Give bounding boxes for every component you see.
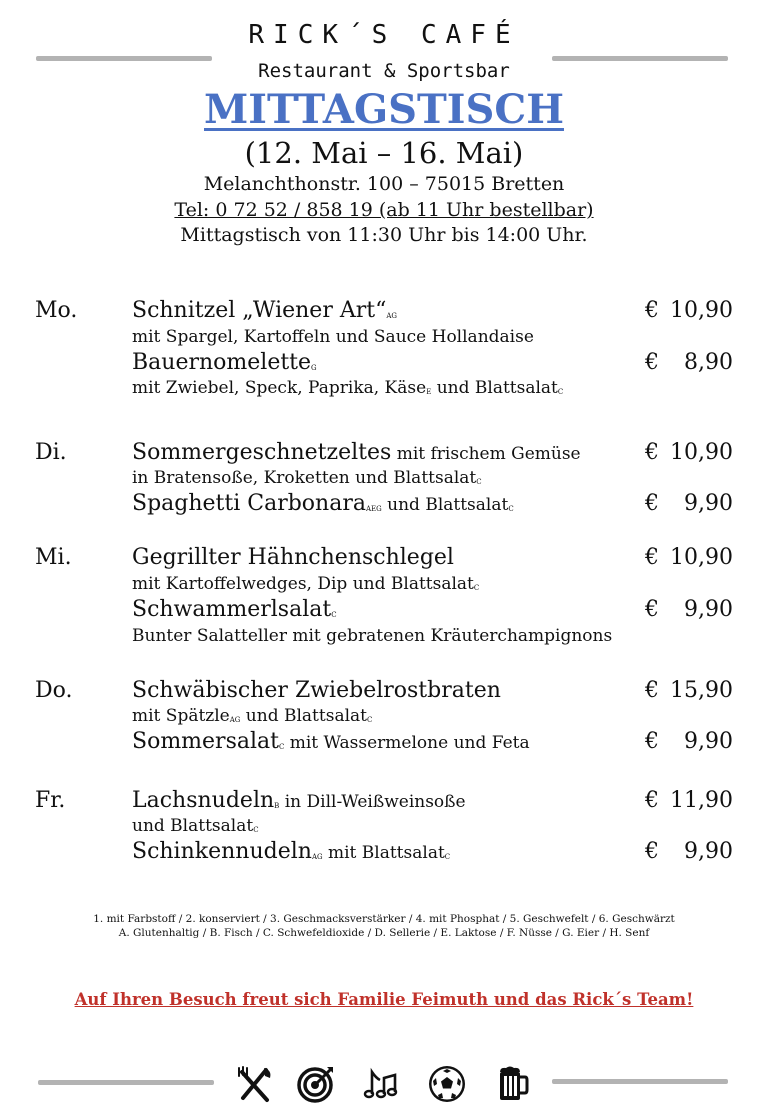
music-note-icon: [362, 1064, 402, 1104]
dish-name: Spaghetti CarbonaraAEG und BlattsalatC: [132, 491, 514, 516]
dish-name: LachsnudelnB in Dill-Weißweinsoße: [132, 788, 466, 813]
dish-price: € 11,90: [645, 788, 733, 813]
dish-description: und BlattsalatC: [132, 816, 259, 836]
date-range: (12. Mai – 16. Mai): [244, 136, 524, 170]
dish-name: SommersalatC mit Wassermelone und Feta: [132, 729, 530, 754]
cutlery-icon: [234, 1064, 274, 1104]
dish-description: Bunter Salatteller mit gebratenen Kräuterchampignons: [132, 626, 613, 646]
closing-message: [0, 990, 768, 1009]
opening-hours: Mittagstisch von 11:30 Uhr bis 14:00 Uhr.: [180, 224, 588, 246]
dish-price: € 10,90: [645, 298, 733, 323]
dish-price: € 8,90: [645, 350, 733, 375]
phone-text: Tel: 0 72 52 / 858 19 (ab 11 Uhr bestellbar): [174, 199, 594, 221]
allergens-legend: A. Glutenhaltig / B. Fisch / C. Schwefeldioxide / D. Sellerie / E. Laktose / F. Nüsse / G. Eier / H. Senf: [118, 927, 650, 939]
dish-description: mit Spargel, Kartoffeln und Sauce Hollandaise: [132, 327, 534, 347]
dish-description: mit Zwiebel, Speck, Paprika, KäseE und BlattsalatC: [132, 378, 564, 398]
cafe-subtitle: Restaurant & Sportsbar: [258, 60, 510, 82]
additives-legend: 1. mit Farbstoff / 2. konserviert / 3. Geschmacksverstärker / 4. mit Phosphat / 5. Geschwefelt / 6. Geschwärzt: [93, 913, 675, 925]
dish-price: € 9,90: [645, 491, 733, 516]
dish-price: € 9,90: [645, 729, 733, 754]
day-label-mo: Mo.: [35, 298, 78, 323]
dish-name: Sommergeschnetzeltes mit frischem Gemüse: [132, 440, 581, 465]
dish-price: € 15,90: [645, 678, 733, 703]
dish-name: Schwäbischer Zwiebelrostbraten: [132, 678, 501, 703]
phone-line: [0, 199, 768, 221]
dartboard-icon: [296, 1064, 336, 1104]
soccer-ball-icon: [427, 1064, 467, 1104]
dish-price: € 9,90: [645, 597, 733, 622]
address: Melanchthonstr. 100 – 75015 Bretten: [203, 173, 565, 195]
page-title-text: MITTAGSTISCH: [204, 86, 564, 133]
dish-description: in Bratensoße, Kroketten und BlattsalatC: [132, 468, 482, 488]
dish-name: Schnitzel „Wiener Art“AG: [132, 298, 397, 323]
dish-name: Gegrillter Hähnchenschlegel: [132, 545, 454, 570]
footer-rule-right: [552, 1079, 728, 1084]
dish-name: BauernomeletteG: [132, 350, 317, 375]
day-label-do: Do.: [35, 678, 73, 703]
dish-price: € 9,90: [645, 839, 733, 864]
page-title: [0, 86, 768, 133]
cafe-name: RICK´S CAFÉ: [248, 20, 520, 50]
dish-price: € 10,90: [645, 440, 733, 465]
closing-text: Auf Ihren Besuch freut sich Familie Feimuth und das Rick´s Team!: [74, 990, 694, 1009]
beer-mug-icon: [492, 1064, 532, 1104]
dish-name: SchwammerlsalatC: [132, 597, 337, 622]
dish-description: mit SpätzleAG und BlattsalatC: [132, 706, 373, 726]
footer-rule-left: [38, 1080, 214, 1085]
dish-name: SchinkennudelnAG mit BlattsalatC: [132, 839, 451, 864]
dish-description: mit Kartoffelwedges, Dip und BlattsalatC: [132, 574, 480, 594]
day-label-fr: Fr.: [35, 788, 66, 813]
day-label-di: Di.: [35, 440, 67, 465]
day-label-mi: Mi.: [35, 545, 72, 570]
dish-price: € 10,90: [645, 545, 733, 570]
